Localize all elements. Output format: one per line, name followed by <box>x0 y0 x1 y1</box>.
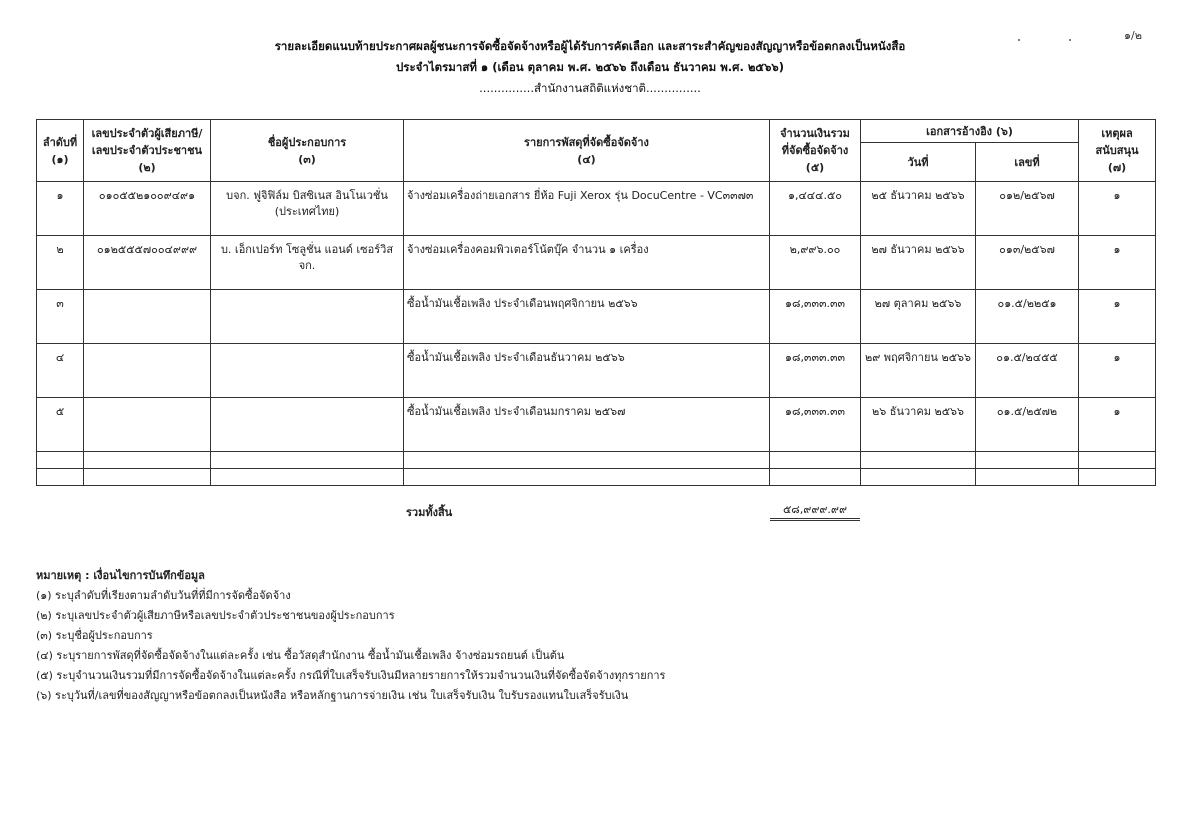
cell-item: ซื้อน้ำมันเชื้อเพลิง ประจำเดือนมกราคม ๒๕๖๗ <box>404 398 770 452</box>
note-item: (๒) ระบุเลขประจำตัวผู้เสียภาษีหรือเลขประจำตัวประชาชนของผู้ประกอบการ <box>36 609 395 622</box>
cell-taxid <box>84 344 211 398</box>
notes-section <box>36 566 665 706</box>
cell-taxid: ๐๑๒๕๕๕๗๐๐๔๙๙๙ <box>84 236 211 290</box>
cell-vendor <box>211 398 404 452</box>
cell-item: จ้างซ่อมเครื่องถ่ายเอกสาร ยี่ห้อ Fuji Xerox รุ่น DocuCentre - VC๓๓๗๓ <box>404 182 770 236</box>
header-col-vendor: ชื่อผู้ประกอบการ (๓) <box>211 120 404 182</box>
cell-reason: ๑ <box>1079 236 1156 290</box>
total-amount: ๕๘,๙๙๙.๙๙ <box>770 501 860 521</box>
cell-no: ๓ <box>37 290 84 344</box>
note-item: (๔) ระบุรายการพัสดุที่จัดซื้อจัดจ้างในแต่ละครั้ง เช่น ซื้อวัสดุสำนักงาน ซื้อน้ำมันเชื้อเพลิง จ้างซ่อมรถยนต์ เป็นต้น <box>36 649 565 662</box>
header-period: ประจำไตรมาสที่ ๑ (เดือน ตุลาคม พ.ศ. ๒๕๖๖ ถึงเดือน ธันวาคม พ.ศ. ๒๕๖๖) <box>396 60 784 74</box>
header-col-reason: เหตุผลสนับสนุน (๗) <box>1079 120 1156 182</box>
cell-no: ๒ <box>37 236 84 290</box>
cell-amount: ๑๘,๓๓๓.๓๓ <box>770 398 861 452</box>
table-row <box>37 182 1156 236</box>
empty-table-row <box>37 452 1156 469</box>
cell-taxid: ๐๑๐๕๕๒๑๐๐๙๔๙๑ <box>84 182 211 236</box>
cell-taxid <box>84 398 211 452</box>
cell-vendor <box>211 344 404 398</box>
total-row <box>36 501 1155 523</box>
header-agency: ...............สำนักงานสถิติแห่งชาติ............... <box>479 81 701 95</box>
notes-title: หมายเหตุ : เงื่อนไขการบันทึกข้อมูล <box>36 569 205 582</box>
cell-taxid <box>84 290 211 344</box>
cell-no: ๑ <box>37 182 84 236</box>
header-col-ref-group: เอกสารอ้างอิง (๖) <box>861 120 1079 143</box>
cell-ref: ๐๑.๕/๒๔๕๕ <box>976 344 1079 398</box>
header-col-taxid: เลขประจำตัวผู้เสียภาษี/ เลขประจำตัวประชาชน (๒) <box>84 120 211 182</box>
cell-reason: ๑ <box>1079 398 1156 452</box>
table-row <box>37 398 1156 452</box>
cell-reason: ๑ <box>1079 344 1156 398</box>
cell-ref: ๐๑.๕/๒๒๕๑ <box>976 290 1079 344</box>
note-item: (๓) ระบุชื่อผู้ประกอบการ <box>36 629 153 642</box>
cell-item: ซื้อน้ำมันเชื้อเพลิง ประจำเดือนพฤศจิกายน ๒๕๖๖ <box>404 290 770 344</box>
cell-vendor: บจก. ฟูจิฟิล์ม บิสซิเนส อินโนเวชั่น (ประเทศไทย) <box>211 182 404 236</box>
header-col-no: ลำดับที่ (๑) <box>37 120 84 182</box>
header-col-ref-number: เลขที่ <box>976 143 1079 182</box>
cell-date: ๒๗ ธันวาคม ๒๕๖๖ <box>861 236 976 290</box>
cell-date: ๒๗ ตุลาคม ๒๕๖๖ <box>861 290 976 344</box>
header-col-ref-date: วันที่ <box>861 143 976 182</box>
cell-reason: ๑ <box>1079 182 1156 236</box>
cell-no: ๕ <box>37 398 84 452</box>
cell-date: ๒๖ ธันวาคม ๒๕๖๖ <box>861 398 976 452</box>
cell-amount: ๑๘,๓๓๓.๓๓ <box>770 344 861 398</box>
header-col-item: รายการพัสดุที่จัดซื้อจัดจ้าง (๔) <box>404 120 770 182</box>
cell-item: จ้างซ่อมเครื่องคอมพิวเตอร์โน้ตบุ๊ค จำนวน ๑ เครื่อง <box>404 236 770 290</box>
cell-ref: ๐๑๓/๒๕๖๗ <box>976 236 1079 290</box>
header-col-amount: จำนวนเงินรวม ที่จัดซื้อจัดจ้าง (๕) <box>770 120 861 182</box>
cell-ref: ๐๑๒/๒๕๖๗ <box>976 182 1079 236</box>
note-item: (๕) ระบุจำนวนเงินรวมที่มีการจัดซื้อจัดจ้างในแต่ละครั้ง กรณีที่ใบเสร็จรับเงินมีหลายรายการให้รวมจำนวนเงินที่จัดซื้อจัดจ้างทุกรายการ <box>36 669 666 682</box>
cell-amount: ๑๘,๓๓๓.๓๓ <box>770 290 861 344</box>
cell-no: ๔ <box>37 344 84 398</box>
cell-amount: ๒,๙๙๖.๐๐ <box>770 236 861 290</box>
cell-amount: ๑,๔๔๔.๕๐ <box>770 182 861 236</box>
note-item: (๑) ระบุลำดับที่เรียงตามลำดับวันที่ที่มีการจัดซื้อจัดจ้าง <box>36 589 291 602</box>
cell-reason: ๑ <box>1079 290 1156 344</box>
table-row <box>37 236 1156 290</box>
empty-table-row <box>37 469 1156 486</box>
cell-ref: ๐๑.๕/๒๕๗๒ <box>976 398 1079 452</box>
table-row <box>37 344 1156 398</box>
cell-vendor: บ. เอ็กเปอร์ท โซลูชั่น แอนด์ เซอร์วิส จก. <box>211 236 404 290</box>
procurement-table <box>36 119 1156 486</box>
document-header <box>0 36 1180 99</box>
cell-date: ๒๙ พฤศจิกายน ๒๕๖๖ <box>861 344 976 398</box>
page-number: ๑/๒ <box>1124 29 1142 42</box>
header-title: รายละเอียดแนบท้ายประกาศผลผู้ชนะการจัดซื้อจัดจ้างหรือผู้ได้รับการคัดเลือก และสาระสำคัญของสัญญาหรือข้อตกลงเป็นหนังสือ <box>274 39 906 53</box>
cell-date: ๒๕ ธันวาคม ๒๕๖๖ <box>861 182 976 236</box>
note-item: (๖) ระบุวันที่/เลขที่ของสัญญาหรือข้อตกลงเป็นหนังสือ หรือหลักฐานการจ่ายเงิน เช่น ใบเสร็จรับเงิน ใบรับรองแทนใบเสร็จรับเงิน <box>36 689 629 702</box>
cell-item: ซื้อน้ำมันเชื้อเพลิง ประจำเดือนธันวาคม ๒๕๖๖ <box>404 344 770 398</box>
total-label: รวมทั้งสิ้น <box>406 506 453 519</box>
table-row <box>37 290 1156 344</box>
cell-vendor <box>211 290 404 344</box>
